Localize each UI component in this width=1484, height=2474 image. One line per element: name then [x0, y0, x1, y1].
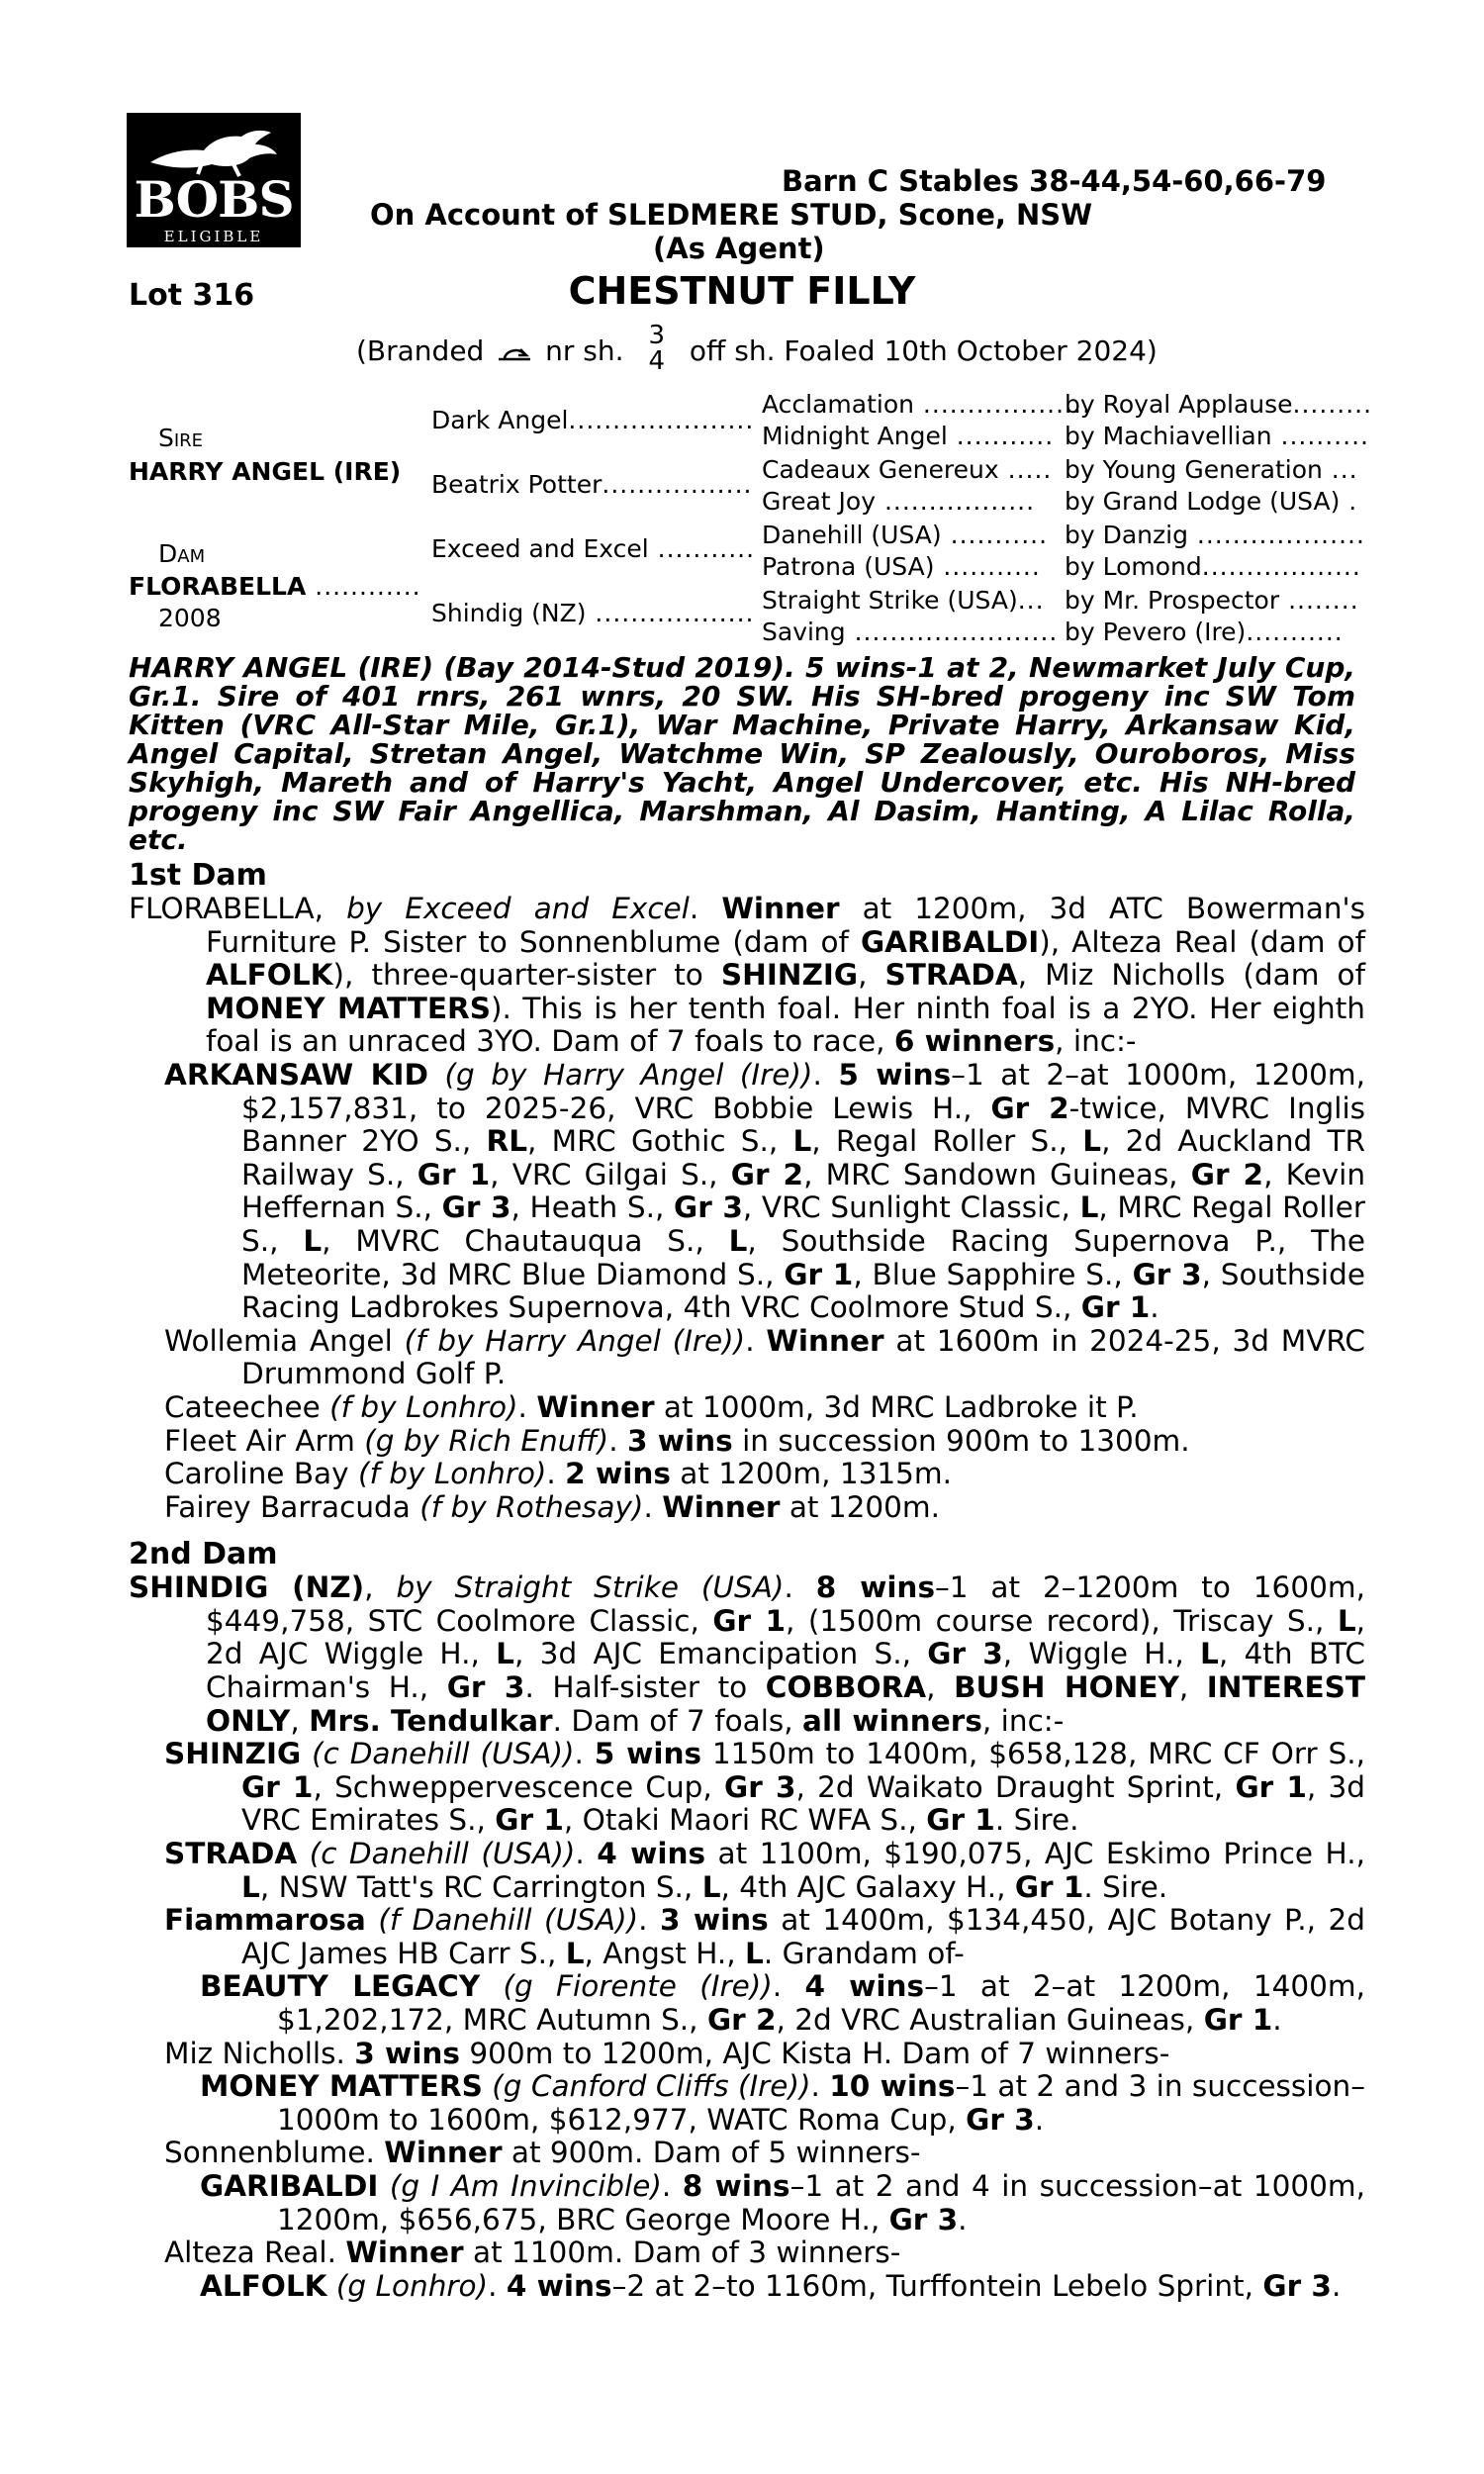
g3-7: by Mr. Prospector ........ [1065, 586, 1359, 615]
dam-name: FLORABELLA ............ [129, 572, 421, 601]
horse-title: CHESTNUT FILLY [568, 269, 916, 313]
brand-mark-icon [497, 343, 532, 361]
progeny-miz-nicholls: Miz Nicholls. 3 wins 900m to 1200m, AJC Kista H. Dam of 7 winners- [164, 2036, 1170, 2070]
g3-4: by Grand Lodge (USA) . [1065, 487, 1358, 516]
brand-prefix: (Branded [356, 334, 485, 367]
grandsire-4: Shindig (NZ) .................. [431, 599, 755, 627]
barn-location: Barn C Stables 38-44,54-60,66-79 [782, 164, 1327, 198]
g3-5: by Danzig ................... [1065, 521, 1365, 549]
progeny-cateechee: Cateechee (f by Lonhro). Winner at 1000m, 3d MRC Ladbroke it P. [164, 1389, 1139, 1424]
grandsire-2: Beatrix Potter................. [431, 470, 753, 499]
brand-suffix: off sh. Foaled 10th October 2024) [689, 334, 1158, 367]
g2-7: Straight Strike (USA)... [762, 586, 1045, 615]
g2-3: Cadeaux Genereux ..... [762, 455, 1053, 484]
brand-fraction-numerator: 3 [648, 321, 665, 350]
progeny-beauty-legacy: BEAUTY LEGACY (g Fiorente (Ire)). 4 wins–1 at 2–at 1200m, 1400m, $1,202,172, MRC Autumn S., Gr 2, 2d VRC Australian Guineas, Gr 1. [200, 1969, 1366, 2037]
progeny-fairey-barracuda: Fairey Barracuda (f by Rothesay). Winner at 1200m. [164, 1489, 941, 1524]
first-dam-paragraph: FLORABELLA, by Exceed and Excel. Winner at 1200m, 3d ATC Bowerman's Furniture P. Sister to Sonnenblume (dam of GARIBALDI), Alteza Real (dam of ALFOLK), three-quarter-sister to SHINZIG, STRADA, Miz Nicholls (dam of MONEY MATTERS). This is her tenth foal. Her ninth foal is a 2YO. Her eighth foal is an unraced 3YO. Dam of 7 foals to race, 6 winners, inc:- [129, 892, 1366, 1059]
progeny-alfolk: ALFOLK (g Lonhro). 4 wins–2 at 2–to 1160m, Turffontein Lebelo Sprint, Gr 3. [200, 2268, 1342, 2303]
lot-number: Lot 316 [129, 278, 255, 313]
g3-6: by Lomond.................. [1065, 552, 1361, 581]
brand-fraction [648, 323, 665, 374]
vendor-agent: (As Agent) [653, 232, 825, 265]
logo-subword: ELIGIBLE [163, 228, 264, 245]
grandsire-3: Exceed and Excel ........... [431, 534, 756, 563]
second-dam-heading: 2nd Dam [129, 1537, 278, 1572]
progeny-caroline-bay: Caroline Bay (f by Lonhro). 2 wins at 1200m, 1315m. [164, 1457, 953, 1491]
progeny-money-matters: MONEY MATTERS (g Canford Cliffs (Ire)). 10 wins–1 at 2 and 3 in succession–1000m to 1600m, $612,977, WATC Roma Cup, Gr 3. [200, 2069, 1365, 2137]
vendor-account: On Account of SLEDMERE STUD, Scone, NSW [370, 198, 1093, 232]
sire-biography: HARRY ANGEL (IRE) (Bay 2014-Stud 2019). 5 wins-1 at 2, Newmarket July Cup, Gr.1. Sire of 401 rnrs, 261 wnrs, 20 SW. His SH-bred progeny inc SW Tom Kitten (VRC All-Star Mile, Gr.1), War Machine, Private Harry, Arkansaw Kid, Angel Capital, Stretan Angel, Watchme Win, SP Zealously, Ouroboros, Miss Skyhigh, Mareth and of Harry's Yacht, Angel Undercover, etc. His NH-bred progeny inc SW Fair Angellica, Marshman, Al Dasim, Hanting, A Lilac Rolla, etc. [129, 651, 1355, 856]
progeny-shinzig: SHINZIG (c Danehill (USA)). 5 wins 1150m to 1400m, $658,128, MRC CF Orr S., Gr 1, Schweppervescence Cup, Gr 3, 2d Waikato Draught Sprint, Gr 1, 3d VRC Emirates S., Gr 1, Otaki Maori RC WFA S., Gr 1. Sire. [164, 1737, 1365, 1838]
dam-family-section [129, 859, 1365, 2303]
g2-6: Patrona (USA) ........... [762, 552, 1041, 581]
progeny-fleet-air-arm: Fleet Air Arm (g by Rich Enuff). 3 wins in succession 900m to 1300m. [164, 1423, 1190, 1458]
g3-1: by Royal Applause......... [1065, 390, 1373, 419]
progeny-garibaldi: GARIBALDI (g I Am Invincible). 8 wins–1 at 2 and 4 in succession–at 1000m, 1200m, $656,675, BRC George Moore H., Gr 3. [200, 2168, 1365, 2236]
g3-8: by Pevero (Ire)........... [1065, 618, 1344, 646]
sire-label: Sire [158, 424, 204, 452]
dam-year: 2008 [158, 604, 222, 632]
second-dam-paragraph: SHINDIG (NZ), by Straight Strike (USA). 8 wins–1 at 2–1200m to 1600m, $449,758, STC Coolmore Classic, Gr 1, (1500m course record), Triscay S., L, 2d AJC Wiggle H., L, 3d AJC Emancipation S., Gr 3, Wiggle H., L, 4th BTC Chairman's H., Gr 3. Half-sister to COBBORA, BUSH HONEY, INTEREST ONLY, Mrs. Tendulkar. Dam of 7 foals, all winners, inc:- [129, 1570, 1366, 1738]
progeny-arkansaw-kid: ARKANSAW KID (g by Harry Angel (Ire)). 5 wins–1 at 2–at 1000m, 1200m, $2,157,831, to 2025-26, VRC Bobbie Lewis H., Gr 2-twice, MVRC Inglis Banner 2YO S., RL, MRC Gothic S., L, Regal Roller S., L, 2d Auckland TR Railway S., Gr 1, VRC Gilgai S., Gr 2, MRC Sandown Guineas, Gr 2, Kevin Heffernan S., Gr 3, Heath S., Gr 3, VRC Sunlight Classic, L, MRC Regal Roller S., L, MVRC Chautauqua S., L, Southside Racing Supernova P., The Meteorite, 3d MRC Blue Diamond S., Gr 1, Blue Sapphire S., Gr 3, Southside Racing Ladbrokes Supernova, 4th VRC Coolmore Stud S., Gr 1. [164, 1057, 1366, 1325]
progeny-fiammarosa: Fiammarosa (f Danehill (USA)). 3 wins at 1400m, $134,450, AJC Botany P., 2d AJC James HB Carr S., L, Angst H., L. Grandam of- [164, 1903, 1365, 1970]
g3-2: by Machiavellian .......... [1065, 422, 1369, 450]
g2-5: Danehill (USA) ........... [762, 521, 1049, 549]
g2-8: Saving ....................... [762, 618, 1059, 646]
progeny-sonnenblume: Sonnenblume. Winner at 900m. Dam of 5 winners- [164, 2136, 921, 2170]
g2-2: Midnight Angel ........... [762, 422, 1055, 450]
logo-word: BOBS [134, 170, 294, 229]
brand-near-shoulder: nr sh. [545, 334, 624, 367]
progeny-strada: STRADA (c Danehill (USA)). 4 wins at 1100m, $190,075, AJC Eskimo Prince H., L, NSW Tatt's RC Carrington S., L, 4th AJC Galaxy H., Gr 1. Sire. [164, 1837, 1365, 1904]
bobs-eligible-logo [127, 113, 301, 247]
g2-4: Great Joy ................. [762, 487, 1036, 516]
first-dam-heading: 1st Dam [129, 858, 267, 893]
progeny-wollemia-angel: Wollemia Angel (f by Harry Angel (Ire)). Winner at 1600m in 2024-25, 3d MVRC Drummond Golf P. [164, 1323, 1366, 1391]
brand-fraction-denominator: 4 [648, 346, 665, 376]
grandsire-1: Dark Angel..................... [431, 406, 755, 434]
dam-label: Dam [158, 539, 206, 568]
sire-name: HARRY ANGEL (IRE) [129, 457, 402, 486]
g2-1: Acclamation ................... [762, 390, 1091, 419]
brand-line [356, 321, 1158, 378]
g3-3: by Young Generation ... [1065, 455, 1358, 484]
progeny-alteza-real: Alteza Real. Winner at 1100m. Dam of 3 winners- [164, 2236, 901, 2270]
